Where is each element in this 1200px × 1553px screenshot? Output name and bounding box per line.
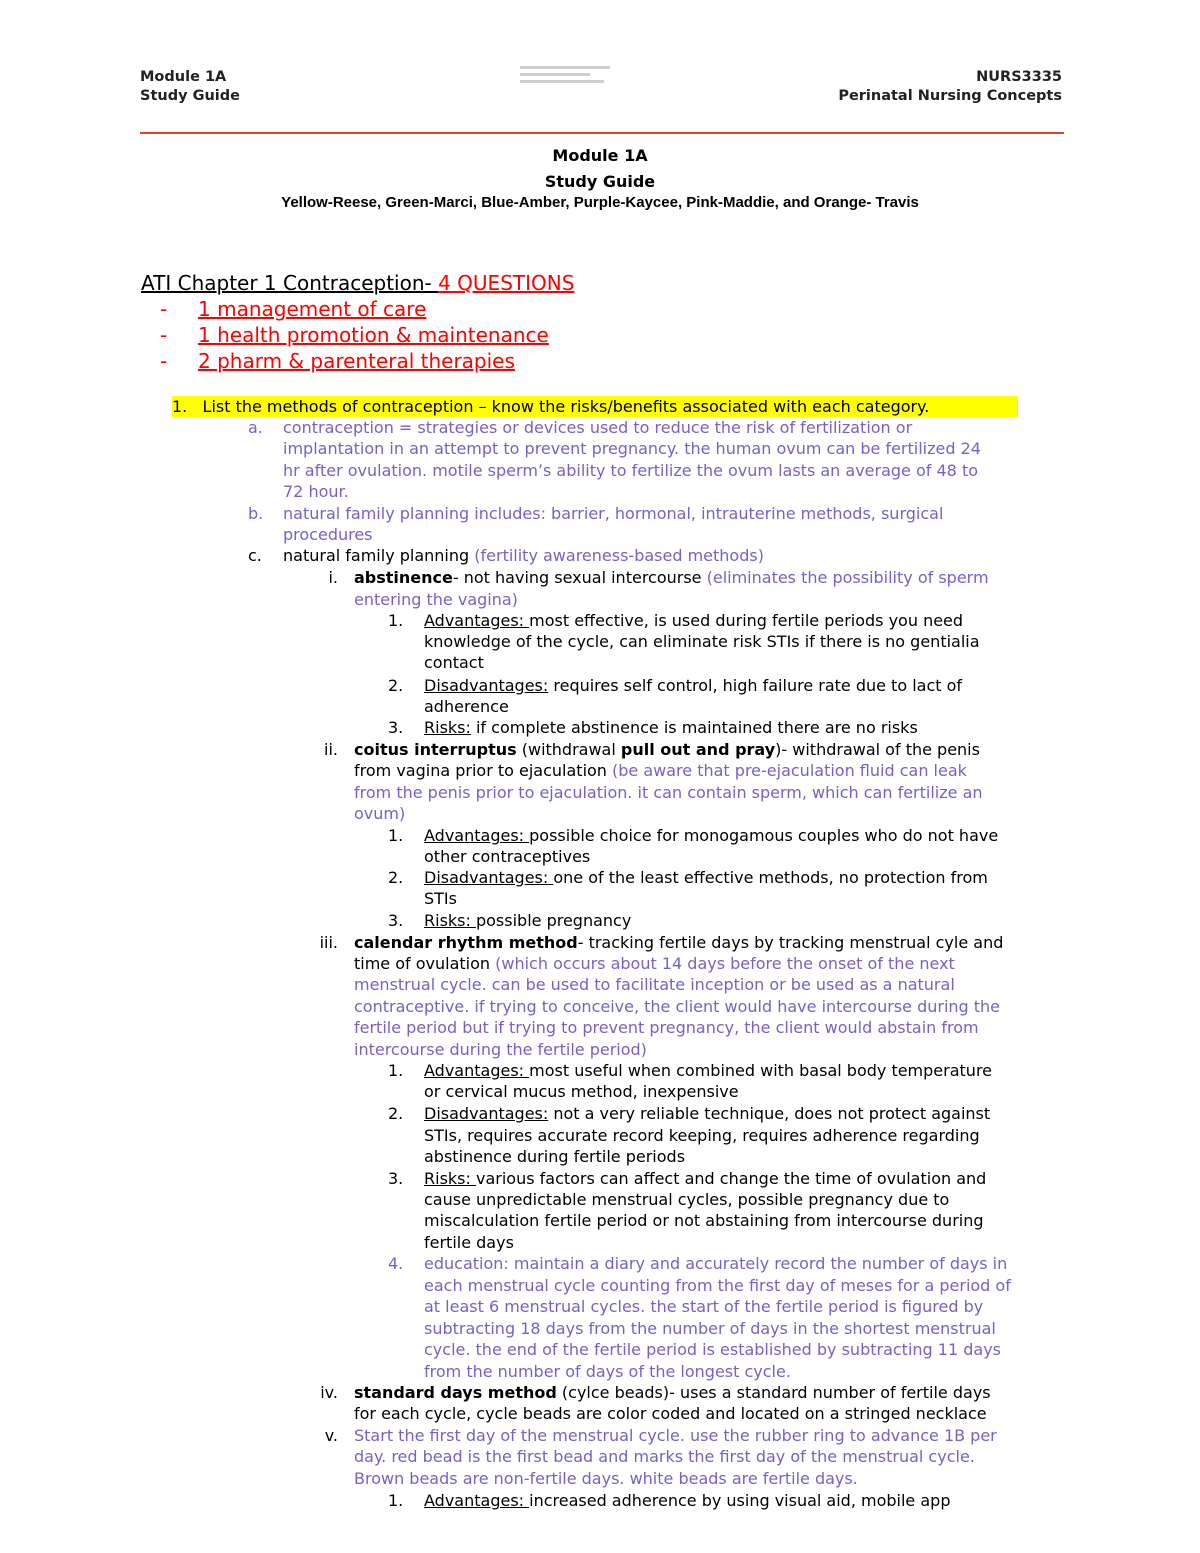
method-def: - not having sexual intercourse bbox=[452, 568, 707, 587]
doc-subtitle: Study Guide bbox=[544, 172, 656, 191]
list-marker: 2. bbox=[388, 676, 404, 695]
education-line: subtracting 18 days from the number of days in the shortest menstrual bbox=[424, 1319, 996, 1338]
header-stamp-logo bbox=[520, 66, 612, 92]
method-def: (cylce beads)- uses a standard number of fertile days bbox=[556, 1383, 991, 1402]
header-study-guide: Study Guide bbox=[140, 88, 240, 104]
risks-line bbox=[424, 910, 631, 931]
list-marker: 1. bbox=[388, 611, 404, 630]
education-line: each menstrual cycle counting from the first day of meses for a period of bbox=[424, 1276, 1011, 1295]
question-1-text: List the methods of contraception – know the risks/benefits associated with each category. bbox=[202, 397, 930, 416]
item-b-line: natural family planning includes: barrier, hormonal, intrauterine methods, surgical bbox=[283, 504, 944, 523]
section-heading-text: ATI Chapter 1 Contraception- bbox=[141, 271, 439, 295]
method-paren: (be aware that pre-ejaculation fluid can leak bbox=[612, 761, 967, 780]
advantages-text: possible choice for monogamous couples who do not have bbox=[529, 826, 999, 845]
list-marker: 3. bbox=[388, 1169, 404, 1188]
method-def: - tracking fertile days by tracking menstrual cyle and bbox=[577, 933, 1004, 952]
disadvantages-line bbox=[424, 1103, 990, 1124]
method-line: for each cycle, cycle beads are color coded and located on a stringed necklace bbox=[354, 1404, 987, 1423]
list-marker: v. bbox=[324, 1426, 338, 1445]
method-paren: entering the vagina) bbox=[354, 590, 518, 609]
item-c-line bbox=[283, 545, 764, 566]
advantages-line: knowledge of the cycle, can eliminate risk STIs if there is no gentialia bbox=[424, 632, 980, 651]
method-calendar-rhythm bbox=[354, 932, 1003, 953]
list-marker: 1. bbox=[388, 1061, 404, 1080]
header-divider bbox=[140, 132, 1064, 134]
question-1 bbox=[172, 396, 1018, 417]
doc-group-members: Yellow-Reese, Green-Marci, Blue-Amber, Purple-Kaycee, Pink-Maddie, and Orange- Travis bbox=[281, 194, 919, 211]
list-marker: i. bbox=[328, 568, 338, 587]
method-term: abstinence bbox=[354, 568, 453, 587]
disadvantages-line: abstinence during fertile periods bbox=[424, 1147, 686, 1166]
header-course-title: Perinatal Nursing Concepts bbox=[838, 88, 1062, 104]
education-line: education: maintain a diary and accurately record the number of days in bbox=[424, 1254, 1008, 1273]
section-bullet: - bbox=[160, 297, 168, 321]
item-a-line: implantation in an attempt to prevent pregnancy. the human ovum can be fertilized 24 bbox=[283, 439, 981, 458]
risks-label: Risks: bbox=[424, 1169, 476, 1188]
method-line: Brown beads are non-fertile days. white beads are fertile days. bbox=[354, 1469, 858, 1488]
question-1-number: 1. bbox=[172, 397, 188, 416]
list-marker: c. bbox=[248, 546, 262, 565]
advantages-line: contact bbox=[424, 653, 484, 672]
method-def: from vagina prior to ejaculation bbox=[354, 761, 613, 780]
method-paren: intercourse during the fertile period) bbox=[354, 1040, 647, 1059]
risks-line bbox=[424, 717, 918, 738]
item-b-line: procedures bbox=[283, 525, 373, 544]
list-marker: a. bbox=[248, 418, 263, 437]
method-term: coitus interruptus bbox=[354, 740, 517, 759]
section-bullet-text: 1 health promotion & maintenance bbox=[198, 323, 549, 347]
list-marker: 2. bbox=[388, 1104, 404, 1123]
advantages-text: increased adherence by using visual aid, mobile app bbox=[529, 1491, 951, 1510]
method-paren: (which occurs about 14 days before the onset of the next bbox=[495, 954, 955, 973]
disadvantages-line: STIs, requires accurate record keeping, requires adherence regarding bbox=[424, 1126, 980, 1145]
disadvantages-text: one of the least effective methods, no protection from bbox=[553, 868, 988, 887]
section-question-count: 4 QUESTIONS bbox=[438, 271, 575, 295]
method-coitus-interruptus bbox=[354, 739, 980, 760]
disadvantages-label: Disadvantages: bbox=[424, 676, 549, 695]
disadvantages-text: requires self control, high failure rate due to lact of bbox=[548, 676, 963, 695]
advantages-line bbox=[424, 1060, 992, 1081]
method-paren: ovum) bbox=[354, 804, 406, 823]
risks-line: miscalculation fertile period or not abstaining from intercourse during bbox=[424, 1211, 984, 1230]
method-def: )- withdrawal of the penis bbox=[775, 740, 980, 759]
list-marker: 4. bbox=[388, 1254, 404, 1273]
education-line: cycle. the end of the fertile period is established by subtracting 11 days bbox=[424, 1340, 1001, 1359]
method-standard-days bbox=[354, 1382, 991, 1403]
list-marker: iv. bbox=[320, 1383, 338, 1402]
advantages-text: most effective, is used during fertile periods you need bbox=[529, 611, 964, 630]
method-paren: fertile period but if trying to prevent pregnancy, the client would abstain from bbox=[354, 1018, 979, 1037]
list-marker: ii. bbox=[324, 740, 338, 759]
list-marker: iii. bbox=[319, 933, 338, 952]
disadvantages-line: adherence bbox=[424, 697, 509, 716]
risks-text: possible pregnancy bbox=[475, 911, 632, 930]
education-line: from the number of days of the longest cycle. bbox=[424, 1362, 791, 1381]
section-bullet: - bbox=[160, 323, 168, 347]
list-marker: b. bbox=[248, 504, 264, 523]
section-bullet-text: 1 management of care bbox=[198, 297, 427, 321]
item-c-paren: (fertility awareness-based methods) bbox=[474, 546, 764, 565]
section-bullet: - bbox=[160, 349, 168, 373]
item-a-line: hr after ovulation. motile sperm’s ability to fertilize the ovum lasts an average of 48 to bbox=[283, 461, 978, 480]
method-paren: (eliminates the possibility of sperm bbox=[706, 568, 989, 587]
method-line: day. red bead is the first bead and marks the first day of the menstrual cycle. bbox=[354, 1447, 975, 1466]
method-paren: menstrual cycle. can be used to facilitate inception or be used as a natural bbox=[354, 975, 955, 994]
list-marker: 3. bbox=[388, 911, 404, 930]
risks-text: if complete abstinence is maintained there are no risks bbox=[470, 718, 918, 737]
advantages-line bbox=[424, 610, 963, 631]
method-abstinence bbox=[354, 567, 989, 588]
method-line bbox=[354, 953, 955, 974]
advantages-line bbox=[424, 825, 998, 846]
list-marker: 1. bbox=[388, 1491, 404, 1510]
disadvantages-line: STIs bbox=[424, 889, 457, 908]
risks-text: various factors can affect and change the time of ovulation and bbox=[475, 1169, 987, 1188]
disadvantages-line bbox=[424, 867, 988, 888]
disadvantages-label: Disadvantages: bbox=[424, 868, 554, 887]
section-heading bbox=[141, 270, 574, 296]
list-marker: 3. bbox=[388, 718, 404, 737]
risks-line bbox=[424, 1168, 986, 1189]
item-a-line: 72 hour. bbox=[283, 482, 349, 501]
header-module: Module 1A bbox=[140, 69, 227, 85]
method-paren: contraceptive. if trying to conceive, the client would have intercourse during the bbox=[354, 997, 1001, 1016]
method-line bbox=[354, 760, 967, 781]
method-def: (withdrawal bbox=[516, 740, 621, 759]
advantages-label: Advantages: bbox=[424, 1491, 530, 1510]
header-course-code: NURS3335 bbox=[976, 69, 1062, 85]
disadvantages-text: not a very reliable technique, does not protect against bbox=[548, 1104, 991, 1123]
advantages-line: other contraceptives bbox=[424, 847, 591, 866]
method-term-nickname: pull out and pray bbox=[620, 740, 776, 759]
advantages-label: Advantages: bbox=[424, 1061, 530, 1080]
disadvantages-label: Disadvantages: bbox=[424, 1104, 549, 1123]
advantages-label: Advantages: bbox=[424, 611, 530, 630]
method-paren: from the penis prior to ejaculation. it can contain sperm, which can fertilize an bbox=[354, 783, 983, 802]
section-bullet-text: 2 pharm & parenteral therapies bbox=[198, 349, 515, 373]
risks-label: Risks: bbox=[424, 911, 476, 930]
method-term: calendar rhythm method bbox=[354, 933, 578, 952]
advantages-text: most useful when combined with basal body temperature bbox=[529, 1061, 993, 1080]
advantages-line: or cervical mucus method, inexpensive bbox=[424, 1082, 739, 1101]
list-marker: 2. bbox=[388, 868, 404, 887]
advantages-label: Advantages: bbox=[424, 826, 530, 845]
advantages-line bbox=[424, 1490, 950, 1511]
item-c-text: natural family planning bbox=[283, 546, 475, 565]
risks-line: fertile days bbox=[424, 1233, 514, 1252]
list-marker: 1. bbox=[388, 826, 404, 845]
method-line: Start the first day of the menstrual cycle. use the rubber ring to advance 1B per bbox=[354, 1426, 997, 1445]
doc-title: Module 1A bbox=[552, 146, 648, 165]
education-line: at least 6 menstrual cycles. the start of the fertile period is figured by bbox=[424, 1297, 984, 1316]
method-term: standard days method bbox=[354, 1383, 557, 1402]
risks-label: Risks: bbox=[424, 718, 471, 737]
risks-line: cause unpredictable menstrual cycles, possible pregnancy due to bbox=[424, 1190, 950, 1209]
disadvantages-line bbox=[424, 675, 962, 696]
method-def: time of ovulation bbox=[354, 954, 496, 973]
item-a-line: contraception = strategies or devices used to reduce the risk of fertilization or bbox=[283, 418, 913, 437]
